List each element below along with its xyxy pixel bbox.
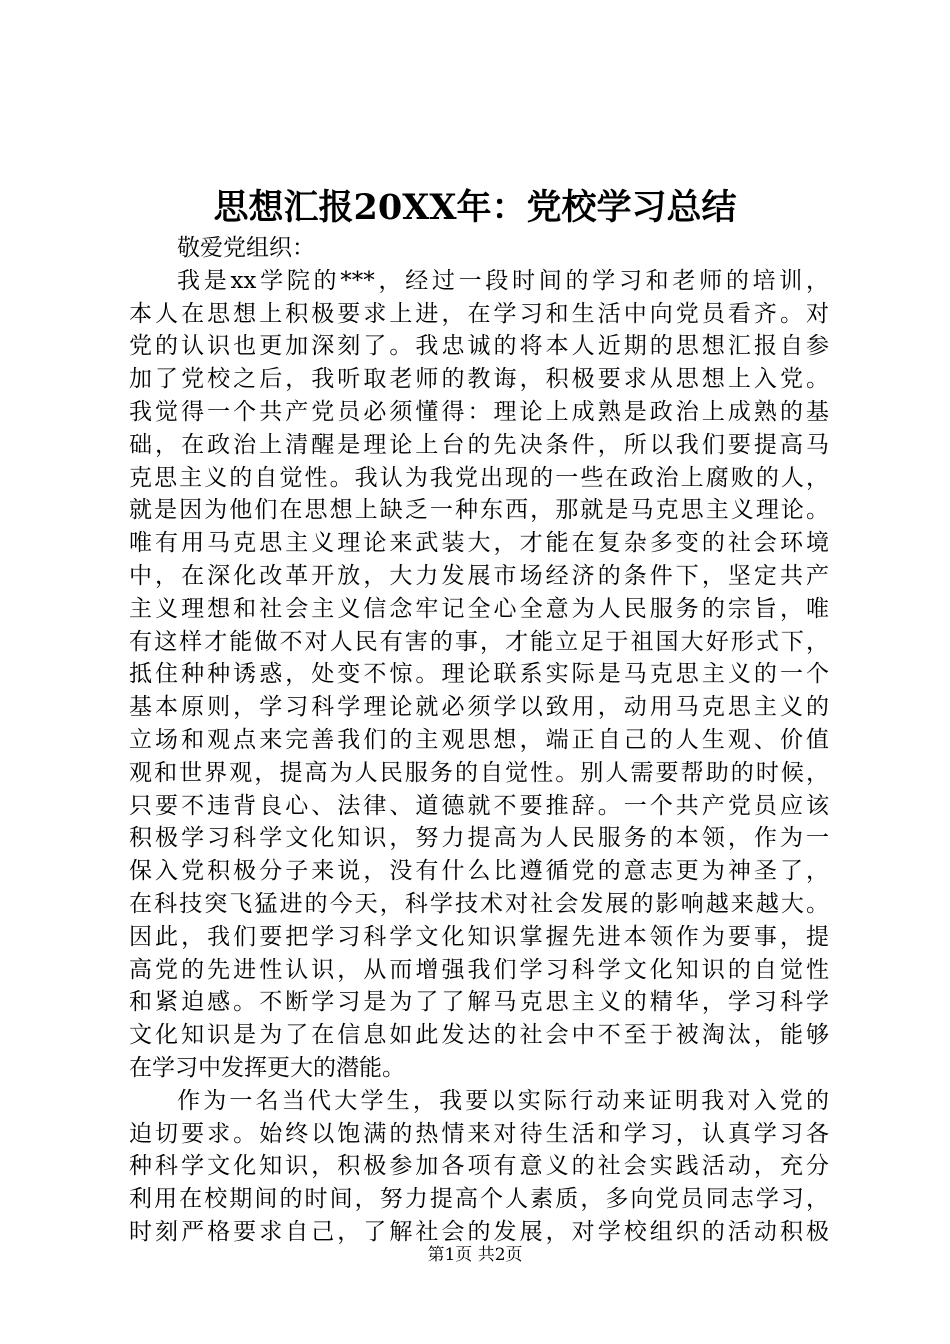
text-line: 基本原则，学习科学理论就必须学以致用，动用马克思主义的 xyxy=(129,694,829,721)
text-line: 种科学文化知识，积极参加各项有意义的社会实践活动，充分 xyxy=(129,1153,829,1180)
text-line: 立场和观点来完善我们的主观思想，端正自己的人生观、价值 xyxy=(129,726,829,753)
text-line: 本人在思想上积极要求上进，在学习和生活中向党员看齐。对 xyxy=(129,300,829,327)
text-line: 我是xx学院的***，经过一段时间的学习和老师的培训， xyxy=(177,267,829,294)
page-footer: 第1页 共2页 xyxy=(427,1245,523,1265)
text-line: 础，在政治上清醒是理论上台的先决条件，所以我们要提高马 xyxy=(129,431,829,458)
paragraph-1 xyxy=(129,265,829,1085)
text-line: 中，在深化改革开放，大力发展市场经济的条件下，坚定共产 xyxy=(129,562,829,589)
text-line: 我觉得一个共产党员必须懂得：理论上成熟是政治上成熟的基 xyxy=(129,398,829,425)
text-line: 在科技突飞猛进的今天，科学技术对社会发展的影响越来越大。 xyxy=(129,890,829,917)
text-line: 保入党积极分子来说，没有什么比遵循党的意志更为神圣了， xyxy=(129,858,829,885)
text-line: 唯有用马克思主义理论来武装大，才能在复杂多变的社会环境 xyxy=(129,530,829,557)
salutation: 敬爱党组织： xyxy=(177,235,315,261)
paragraph-2 xyxy=(129,1085,829,1249)
text-line: 加了党校之后，我听取老师的教诲，积极要求从思想上入党。 xyxy=(129,366,829,393)
text-line: 迫切要求。始终以饱满的热情来对待生活和学习，认真学习各 xyxy=(129,1120,829,1147)
text-line: 主义理想和社会主义信念牢记全心全意为人民服务的宗旨，唯 xyxy=(129,595,829,622)
text-line: 党的认识也更加深刻了。我忠诚的将本人近期的思想汇报自参 xyxy=(129,333,829,360)
text-line: 观和世界观，提高为人民服务的自觉性。别人需要帮助的时候， xyxy=(129,759,829,786)
text-line: 克思主义的自觉性。我认为我党出现的一些在政治上腐败的人， xyxy=(129,464,829,491)
text-line: 在学习中发挥更大的潜能。 xyxy=(129,1054,405,1081)
text-line: 因此，我们要把学习科学文化知识掌握先进本领作为要事，提 xyxy=(129,923,829,950)
text-line: 利用在校期间的时间，努力提高个人素质，多向党员同志学习， xyxy=(129,1186,829,1213)
document-body xyxy=(129,232,829,1249)
text-line: 文化知识是为了在信息如此发达的社会中不至于被淘汰，能够 xyxy=(129,1022,829,1049)
text-line: 积极学习科学文化知识，努力提高为人民服务的本领，作为一 xyxy=(129,825,829,852)
text-line: 和紧迫感。不断学习是为了了解马克思主义的精华，学习科学 xyxy=(129,989,829,1016)
text-line: 有这样才能做不对人民有害的事，才能立足于祖国大好形式下， xyxy=(129,628,829,655)
text-line: 时刻严格要求自己，了解社会的发展，对学校组织的活动积极 xyxy=(129,1218,829,1245)
text-line: 只要不违背良心、法律、道德就不要推辞。一个共产党员应该 xyxy=(129,792,829,819)
text-line: 就是因为他们在思想上缺乏一种东西，那就是马克思主义理论。 xyxy=(129,497,829,524)
text-line: 高党的先进性认识，从而增强我们学习科学文化知识的自觉性 xyxy=(129,956,829,983)
text-line: 抵住种种诱惑，处变不惊。理论联系实际是马克思主义的一个 xyxy=(129,661,829,688)
document-title: 思想汇报20XX年：党校学习总结 xyxy=(213,187,737,228)
text-line: 作为一名当代大学生，我要以实际行动来证明我对入党的 xyxy=(177,1087,829,1114)
